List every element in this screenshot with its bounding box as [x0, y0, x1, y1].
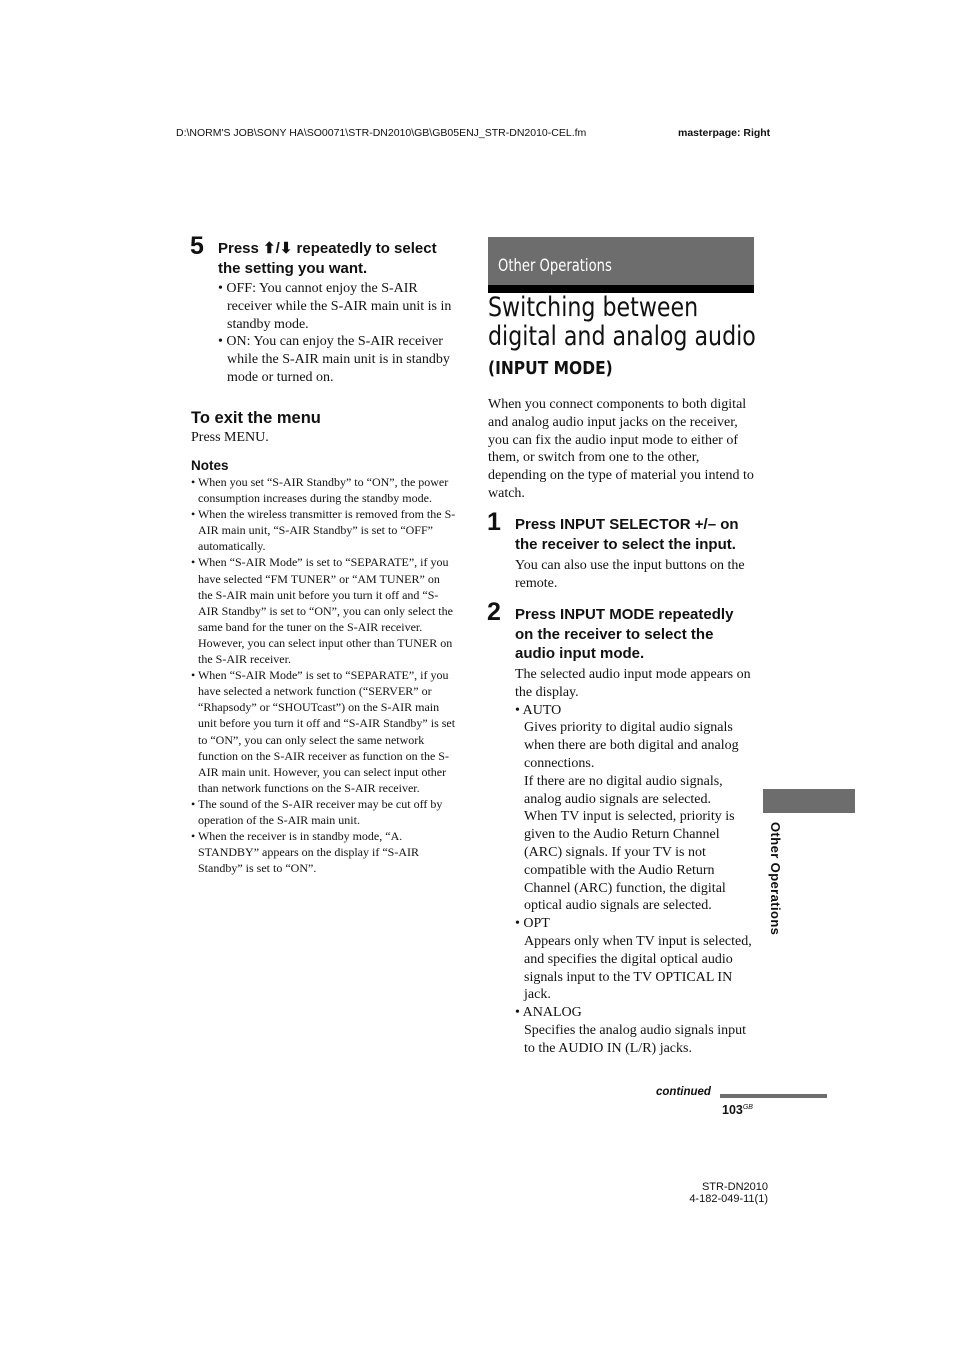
continued-bar [720, 1094, 827, 1098]
option-analog-name: • ANALOG [515, 1005, 582, 1021]
file-path: D:\NORM'S JOB\SONY HA\SO0071\STR-DN2010\GB\GB05ENJ_STR-DN2010-CEL.fm [176, 127, 587, 139]
option-auto-desc3: When TV input is selected, priority is given to the Audio Return Channel (ARC) signals. If your TV is not compatible with the Audio Return Channel (ARC) function, the digital optical audio signals are selected. [524, 809, 735, 914]
step-2-text: The selected audio input mode appears on the display. [515, 667, 751, 700]
step-5-bullets [218, 280, 456, 387]
page-number-suffix: GB [742, 1103, 753, 1111]
step-1-text: You can also use the input buttons on the remote. [515, 558, 745, 591]
exit-menu-text: Press MENU. [191, 430, 269, 445]
exit-menu-heading: To exit the menu [191, 409, 321, 427]
step-1-title-line1: Press INPUT SELECTOR +/– on [515, 516, 739, 533]
note-item: • When “S-AIR Mode” is set to “SEPARATE”, if you have selected “FM TUNER” or “AM TUNER” on the S-AIR main unit before you turn it off and “S-AIR Standby” is set to “ON”, you can only select the same band for the tuner on the S-AIR receiver. However, you can select input other than TUNER on the S-AIR receiver. [191, 555, 453, 667]
step-2-title-line1: Press INPUT MODE repeatedly [515, 606, 734, 623]
note-item: • When the wireless transmitter is removed from the S-AIR main unit, “S-AIR Standby” is set to “OFF” automatically. [191, 507, 456, 554]
page-title [488, 293, 756, 351]
step-2-title [515, 605, 733, 664]
page-subtitle: (INPUT MODE) [488, 358, 613, 379]
note-item: • The sound of the S-AIR receiver may be cut off by operation of the S-AIR main unit. [191, 796, 443, 827]
model-number: STR-DN2010 [701, 1181, 768, 1193]
step-5-title [218, 239, 437, 278]
note-item: • When you set “S-AIR Standby” to “ON”, the power consumption increases during the standby mode. [191, 475, 449, 506]
step-5-bullet-off: • OFF: You cannot enjoy the S-AIR receiver while the S-AIR main unit is in standby mode. [218, 281, 452, 332]
step-2-number: 2 [487, 598, 501, 626]
side-tab-label [768, 822, 788, 947]
step-5-title-line1: Press ⬆/⬇ repeatedly to select [218, 240, 437, 257]
step-5-bullet-on: • ON: You can enjoy the S-AIR receiver while the S-AIR main unit is in standby mode or turned on. [218, 334, 450, 385]
step-1-title-line2: the receiver to select the input. [515, 535, 736, 553]
step-5-number: 5 [190, 232, 204, 260]
step-2-title-line3: audio input mode. [515, 645, 645, 662]
intro-paragraph: When you connect components to both digital and analog audio input jacks on the receiver, you can fix the audio input mode to either of them, or switch from one to the other, depending on the type of material you intend to watch. [488, 397, 754, 501]
option-analog [515, 1004, 755, 1057]
continued-label: continued [656, 1086, 711, 1098]
step-1-title [515, 515, 739, 554]
note-item: • When “S-AIR Mode” is set to “SEPARATE”, if you have selected a network function (“SERVER” or “Rhapsody” or “SHOUTcast”) on the S-AIR main unit before you turn it off and “S-AIR Standby” is set to “ON”, you can only select the same network function on the S-AIR receiver as function on the S-AIR main unit. However, you can select input other than network functions on the S-AIR receiver. [191, 668, 456, 795]
step-2-title-line2: on the receiver to select the [515, 625, 714, 643]
notes-heading: Notes [191, 458, 229, 473]
side-tab-block [763, 789, 855, 813]
notes-list [191, 474, 457, 876]
option-opt [515, 915, 755, 1004]
page-number-value: 103 [722, 1103, 743, 1117]
option-analog-desc: Specifies the analog audio signals input to the AUDIO IN (L/R) jacks. [524, 1022, 747, 1056]
option-auto [515, 702, 755, 916]
note-item: • When the receiver is in standby mode, “A. STANDBY” appears on the display if “S-AIR Standby” is set to “ON”. [191, 829, 419, 876]
section-banner-label: Other Operations [498, 256, 612, 276]
option-auto-desc: Gives priority to digital audio signals when there are both digital and analog connections. [524, 720, 739, 771]
masterpage-label: masterpage: Right [678, 127, 771, 139]
step-2-body [515, 666, 755, 1058]
option-auto-desc2: If there are no digital audio signals, analog audio signals are selected. [524, 773, 723, 807]
side-tab-text: Other Operations [768, 822, 783, 936]
step-5-title-line2: the setting you want. [218, 259, 368, 277]
option-opt-desc: Appears only when TV input is selected, and specifies the digital optical audio signals input to the TV OPTICAL IN jack. [524, 933, 752, 1003]
option-auto-name: • AUTO [515, 702, 562, 718]
page-number [722, 1103, 753, 1117]
document-code: 4-182-049-11(1) [689, 1193, 768, 1205]
option-opt-name: • OPT [515, 916, 550, 932]
step-1-number: 1 [487, 508, 501, 536]
page-title-line2: digital and analog audio [488, 321, 756, 352]
page-title-line1: Switching between [488, 292, 699, 323]
